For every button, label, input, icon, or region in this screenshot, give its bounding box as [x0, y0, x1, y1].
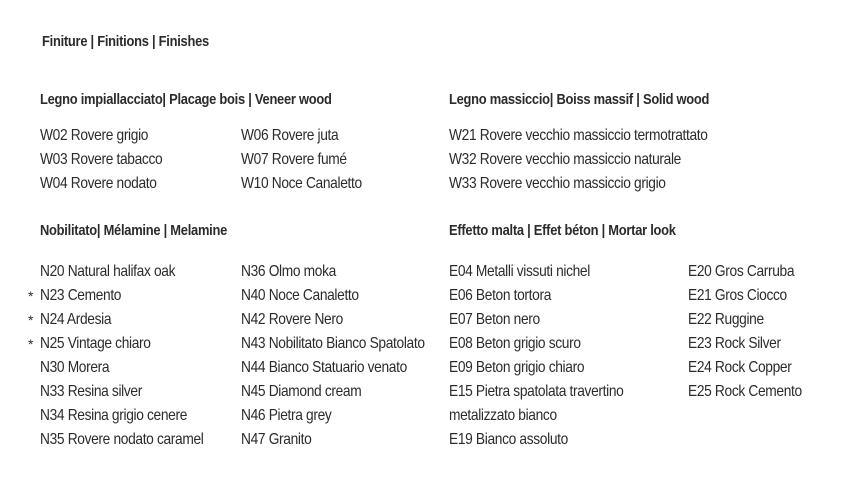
list-item: E08 Beton grigio scuro	[449, 335, 581, 352]
list-item: W10 Noce Canaletto	[241, 175, 362, 192]
list-item: N45 Diamond cream	[241, 383, 362, 400]
list-item: N43 Nobilitato Bianco Spatolato	[241, 335, 425, 352]
melamine-list-col2	[241, 260, 455, 452]
list-item: E24 Rock Copper	[688, 359, 792, 376]
solid-list	[449, 124, 750, 196]
asterisk-icon: *	[28, 312, 34, 328]
asterisk-icon: *	[28, 288, 34, 304]
list-item: * N24 Ardesia	[40, 308, 230, 332]
list-item: W03 Rovere tabacco	[40, 151, 163, 168]
list-item: * N23 Cemento	[40, 284, 230, 308]
list-item: E20 Gros Carruba	[688, 263, 795, 280]
list-item: N47 Granito	[241, 431, 312, 448]
list-item: E06 Beton tortora	[449, 287, 552, 304]
list-item: E23 Rock Silver	[688, 335, 781, 352]
list-item: E21 Gros Ciocco	[688, 287, 787, 304]
list-item: N35 Rovere nodato caramel	[40, 431, 204, 448]
list-item: W32 Rovere vecchio massiccio naturale	[449, 151, 681, 168]
list-item: W33 Rovere vecchio massiccio grigio	[449, 175, 666, 192]
mortar-list-col2	[688, 260, 820, 404]
list-item: E15 Pietra spatolata travertino	[449, 383, 624, 400]
list-item: E22 Ruggine	[688, 311, 764, 328]
mortar-list-col1	[449, 260, 652, 452]
list-item: N40 Noce Canaletto	[241, 287, 359, 304]
list-item: E25 Rock Cemento	[688, 383, 802, 400]
list-item: E04 Metalli vissuti nichel	[449, 263, 590, 280]
mortar-heading: Effetto malta | Effet béton | Mortar look	[449, 222, 676, 239]
list-item: E07 Beton nero	[449, 311, 540, 328]
list-item: E09 Beton grigio chiaro	[449, 359, 585, 376]
list-item: W02 Rovere grigio	[40, 127, 149, 144]
list-item: E19 Bianco assoluto	[449, 431, 568, 448]
page-title: Finiture | Finitions | Finishes	[42, 33, 209, 50]
list-item: N36 Olmo moka	[241, 263, 336, 280]
list-item: N42 Rovere Nero	[241, 311, 343, 328]
list-item: metalizzato bianco	[449, 407, 557, 424]
list-item: W21 Rovere vecchio massiccio termotrattato	[449, 127, 708, 144]
list-item: * N25 Vintage chiaro	[40, 332, 230, 356]
solid-heading: Legno massiccio| Boiss massif | Solid wood	[449, 91, 710, 108]
list-item: N33 Resina silver	[40, 383, 142, 400]
asterisk-icon: *	[28, 336, 34, 352]
veneer-list-col2	[241, 124, 381, 196]
list-item: N20 Natural halifax oak	[40, 263, 176, 280]
list-item: W06 Rovere juta	[241, 127, 339, 144]
veneer-list-col1	[40, 124, 182, 196]
list-item: N46 Pietra grey	[241, 407, 332, 424]
list-item: W07 Rovere fumé	[241, 151, 347, 168]
melamine-heading: Nobilitato| Mélamine | Melamine	[40, 222, 228, 239]
list-item: N34 Resina grigio cenere	[40, 407, 188, 424]
veneer-heading: Legno impiallacciato| Placage bois | Veneer wood	[40, 91, 332, 108]
list-item: N30 Morera	[40, 359, 110, 376]
list-item: N44 Bianco Statuario venato	[241, 359, 407, 376]
melamine-list-col1	[28, 260, 230, 452]
list-item: W04 Rovere nodato	[40, 175, 157, 192]
